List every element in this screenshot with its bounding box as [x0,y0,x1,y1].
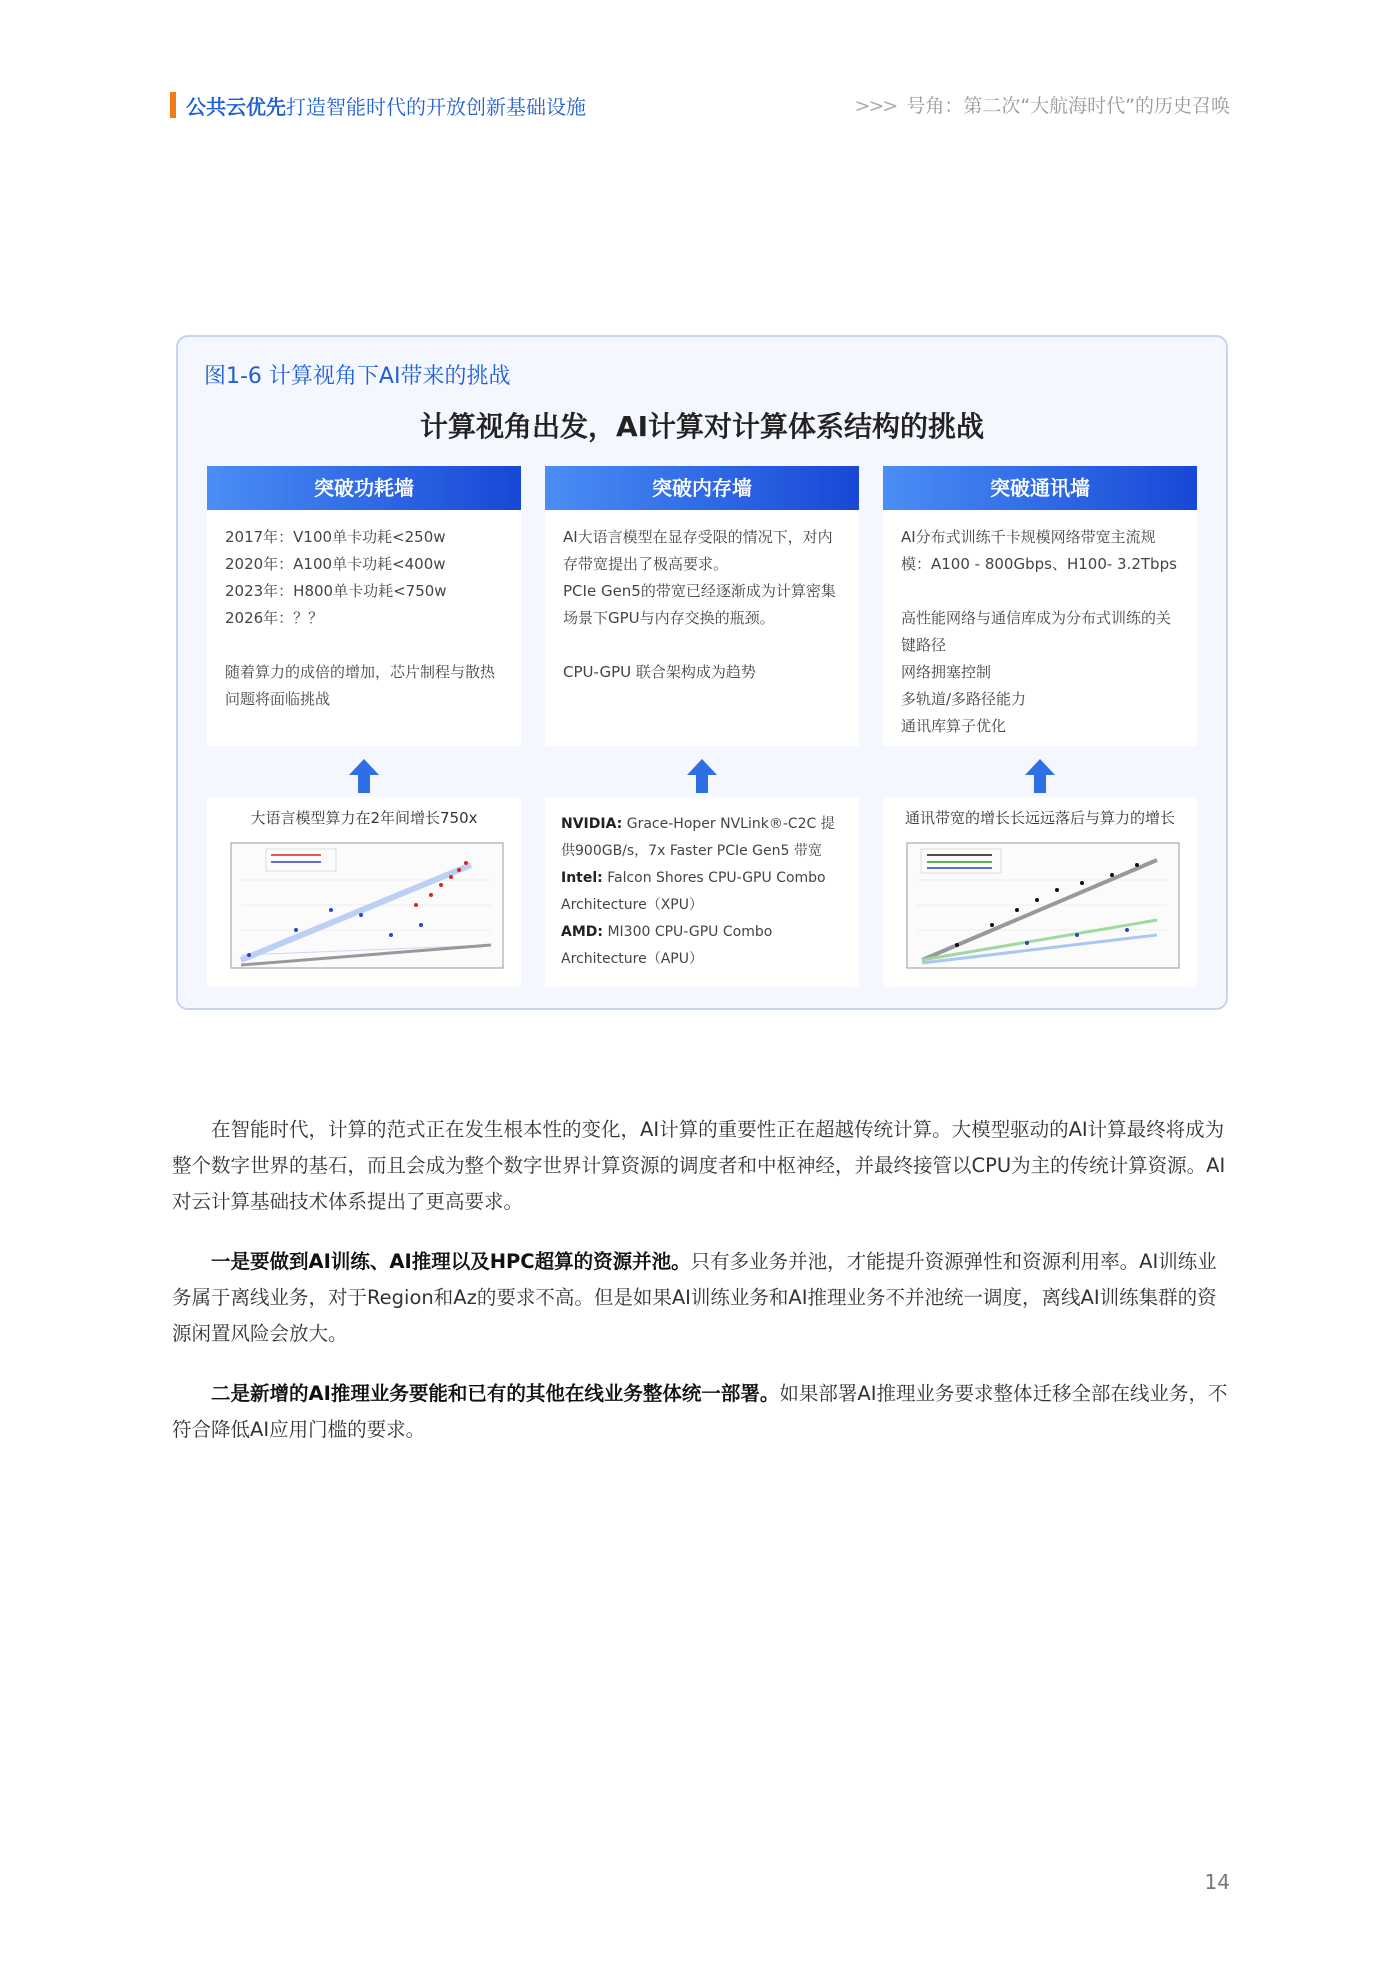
vendor-description: Grace-Hoper NVLink®-C2C 提供900GB/s，7x Faster PCIe Gen5 带宽 [561,816,835,859]
paragraph-lead: 二是新增的AI推理业务要能和已有的其他在线业务整体统一部署。 [211,1382,780,1405]
paragraph-body: 如果部署AI推理业务要求整体迁移全部在线业务，不符合降低AI应用门槛的要求。 [172,1382,1228,1441]
text-line: AI分布式训练千卡规模网络带宽主流规模：A100 - 800Gbps、H100- 3.2Tbps [901,528,1177,573]
vendor-name: NVIDIA: [561,816,623,832]
header-subtitle: 打造智能时代的开放创新基础设施 [286,95,586,119]
page-header [170,88,1230,122]
page-number: 14 [1204,1870,1230,1894]
header-section-title: 号角：第二次“大航海时代”的历史召唤 [906,95,1230,117]
column-body-memory [545,510,859,746]
text-line: 通讯库算子优化 [901,717,1007,735]
compute-growth-chart-image [221,835,511,980]
paragraph-text: 在智能时代，计算的范式正在发生根本性的变化，AI计算的重要性正在超越传统计算。大模型驱动的AI计算最终将成为整个数字世界的基石，而且会成为整个数字世界计算资源的调度者和中枢神经，并最终接管以CPU为主的传统计算资源。AI对云计算基础技术体系提出了更高要求。 [172,1118,1226,1213]
text-line: 随着算力的成倍的增加，芯片制程与散热问题将面临挑战 [225,663,496,708]
paragraph-point-one [172,1244,1230,1352]
paragraph-text [172,1244,1230,1352]
vendor-name: Intel: [561,870,603,886]
figure-title: 计算视角出发，AI计算对计算体系结构的挑战 [419,410,985,443]
header-title [186,91,586,120]
figure-container [176,335,1228,1010]
text-line: AI大语言模型在显存受限的情况下，对内存带宽提出了极高要求。 [563,528,833,573]
text-line: CPU-GPU 联合架构成为趋势 [563,663,756,681]
vendor-description: Falcon Shores CPU-GPU Combo Architecture（XPU） [561,870,826,913]
vendor-item [561,811,843,865]
vendor-name: AMD: [561,924,603,940]
header-accent-bar [170,92,176,118]
paragraph-lead: 一是要做到AI训练、AI推理以及HPC超算的资源并池。 [211,1250,691,1273]
column-header-memory: 突破内存墙 [545,466,859,510]
vendor-item [561,919,843,973]
up-arrow-icon [1025,759,1055,793]
text-line: 2017年：V100单卡功耗<250w [225,528,446,546]
up-arrow-icon [349,759,379,793]
bandwidth-growth-chart-image [897,835,1187,980]
panel-bandwidth-growth [883,797,1197,987]
paragraph-intro [172,1112,1230,1220]
up-arrow-icon [687,759,717,793]
header-section [855,91,1230,118]
spacer [563,632,841,659]
panel-vendor-architectures [545,797,859,987]
text-line: PCIe Gen5的带宽已经逐渐成为计算密集场景下GPU与内存交换的瓶颈。 [563,582,836,627]
panel-compute-growth [207,797,521,987]
vendor-description: MI300 CPU-GPU Combo Architecture（APU） [561,924,773,967]
vendor-list [545,797,859,987]
spacer [901,578,1179,605]
chevrons-icon: >>> [854,95,897,117]
text-line: 网络拥塞控制 [901,663,992,681]
column-header-power: 突破功耗墙 [207,466,521,510]
spacer [225,632,503,659]
panel-title: 大语言模型算力在2年间增长750x [250,809,478,827]
text-line: 2026年：？？ [225,609,324,627]
paragraph-point-two [172,1376,1230,1448]
header-brand: 公共云优先 [186,95,286,119]
paragraph-text [172,1376,1230,1448]
text-line: 2023年：H800单卡功耗<750w [225,582,447,600]
panel-title: 通讯带宽的增长长远远落后与算力的增长 [904,809,1175,827]
column-body-power [207,510,521,746]
text-line: 多轨道/多路径能力 [901,690,1027,708]
column-body-communication [883,510,1197,746]
column-header-communication: 突破通讯墙 [883,466,1197,510]
vendor-item [561,865,843,919]
paragraph-body: 只有多业务并池，才能提升资源弹性和资源利用率。AI训练业务属于离线业务，对于Region和Az的要求不高。但是如果AI训练业务和AI推理业务不并池统一调度，离线AI训练集群的资源闲置风险会放大。 [172,1250,1217,1345]
text-line: 高性能网络与通信库成为分布式训练的关键路径 [901,609,1172,654]
figure-caption: 图1-6 计算视角下AI带来的挑战 [204,364,511,389]
text-line: 2020年：A100单卡功耗<400w [225,555,446,573]
